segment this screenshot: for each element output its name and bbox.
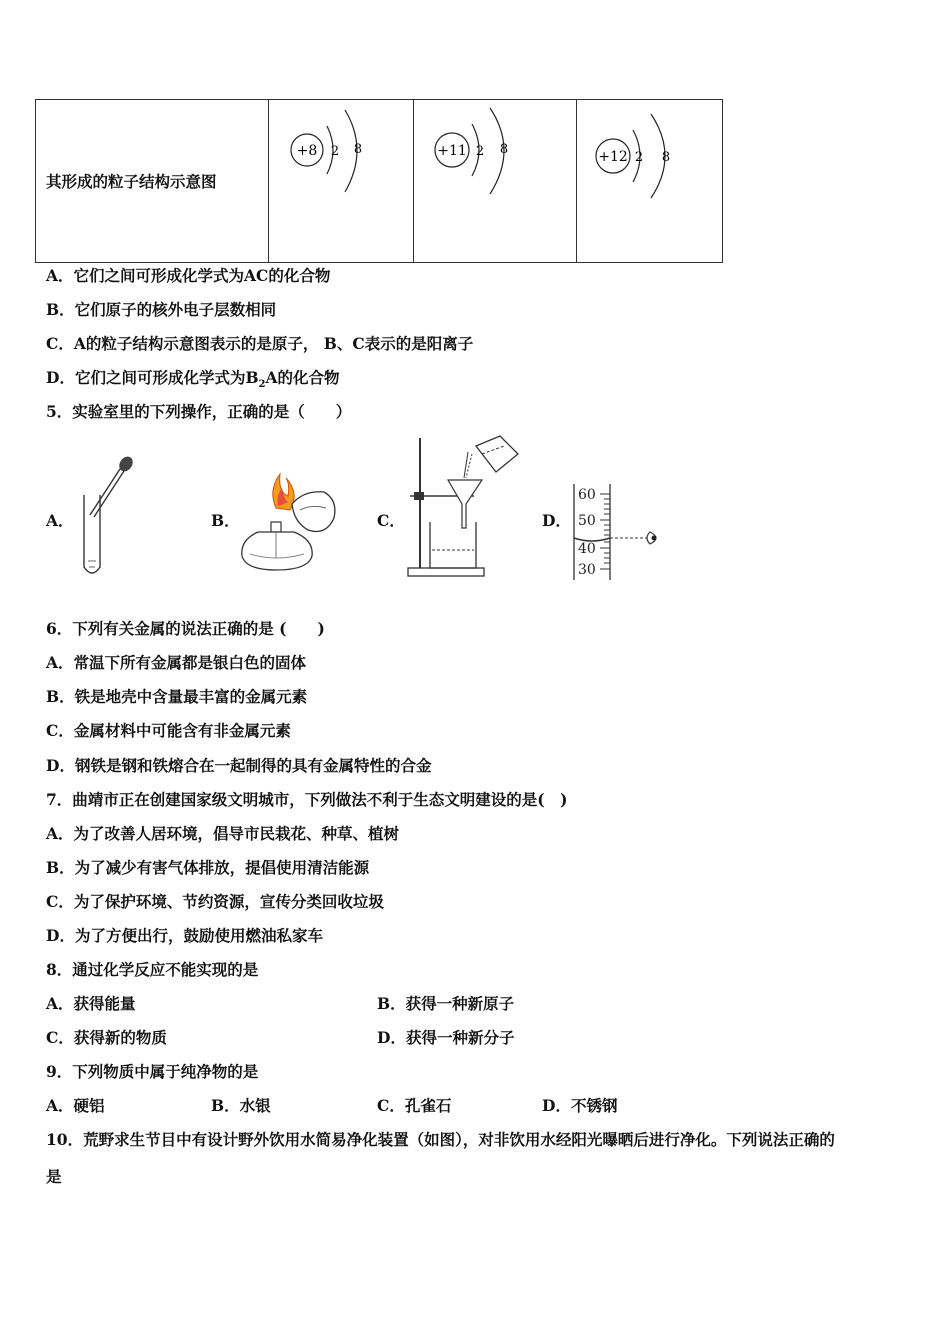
atom-diagram-c — [577, 100, 722, 258]
shell-1-b: 2 — [475, 144, 485, 159]
diagram-cell-c — [577, 100, 723, 263]
shell-1-a: 2 — [330, 144, 340, 159]
q5-label-c: C． — [377, 511, 405, 530]
q6-option-a: A．常温下所有金属都是银白色的固体 — [46, 653, 307, 672]
shell-2-a: 8 — [353, 142, 363, 157]
shell-1-c: 2 — [634, 150, 644, 165]
q4-d-suffix: A的化合物 — [265, 368, 340, 387]
q9-option-c: C．孔雀石 — [377, 1096, 452, 1115]
q6-option-d: D．钢铁是钢和铁熔合在一起制得的具有金属特性的合金 — [46, 756, 432, 775]
alcohol-lamp-illustration — [238, 470, 343, 580]
q8-option-b: B．获得一种新原子 — [377, 994, 515, 1013]
tick-30: 30 — [578, 562, 596, 578]
diagram-cell-b — [414, 100, 577, 263]
q7-option-d: D．为了方便出行，鼓励使用燃油私家车 — [46, 926, 323, 945]
q7-option-b: B．为了减少有害气体排放，提倡使用清洁能源 — [46, 858, 370, 877]
q5-label-d: D． — [542, 511, 571, 530]
q4-option-c: C．A的粒子结构示意图表示的是原子， B、C表示的是阳离子 — [46, 334, 474, 353]
q8-stem: 8．通过化学反应不能实现的是 — [46, 960, 259, 979]
q8-option-a: A．获得能量 — [46, 994, 136, 1013]
atom-diagram-b — [414, 100, 576, 258]
graduated-cylinder-illustration — [566, 480, 671, 585]
q4-option-a: A．它们之间可形成化学式为AC的化合物 — [46, 266, 331, 285]
q10-stem-line1: 10．荒野求生节目中有设计野外饮用水简易净化装置（如图），对非饮用水经阳光曝晒后进行净化。下列说法正确的 — [46, 1130, 835, 1149]
filtration-illustration — [404, 432, 529, 580]
q4-d-prefix: D．它们之间可形成化学式为B — [46, 368, 259, 387]
q5-label-b: B． — [211, 511, 240, 530]
q7-stem: 7．曲靖市正在创建国家级文明城市，下列做法不利于生态文明建设的是( ) — [46, 790, 568, 809]
shell-2-c: 8 — [661, 150, 671, 165]
q10-stem-line2: 是 — [46, 1167, 62, 1186]
q4-option-d — [46, 366, 340, 390]
q4-option-b: B．它们原子的核外电子层数相同 — [46, 300, 277, 319]
atom-diagram-a — [269, 100, 413, 258]
q4-d-sub: 2 — [258, 379, 266, 391]
q8-option-c: C．获得新的物质 — [46, 1028, 167, 1047]
q9-option-d: D．不锈钢 — [542, 1096, 618, 1115]
q7-option-c: C．为了保护环境、节约资源，宣传分类回收垃圾 — [46, 892, 384, 911]
tick-60: 60 — [578, 487, 596, 503]
dropper-test-tube-illustration — [76, 455, 136, 580]
q5-stem: 5．实验室里的下列操作，正确的是（ ） — [46, 402, 352, 421]
structure-table — [35, 99, 723, 263]
row-label: 其形成的粒子结构示意图 — [36, 100, 269, 263]
tick-50: 50 — [578, 513, 596, 529]
tick-40: 40 — [578, 541, 596, 557]
q6-stem: 6．下列有关金属的说法正确的是 ( ) — [46, 619, 325, 638]
shell-2-b: 8 — [499, 142, 509, 157]
q7-option-a: A．为了改善人居环境，倡导市民栽花、种草、植树 — [46, 824, 400, 843]
nucleus-b: +11 — [437, 143, 467, 159]
q6-option-b: B．铁是地壳中含量最丰富的金属元素 — [46, 687, 308, 706]
diagram-cell-a — [269, 100, 414, 263]
q9-option-a: A．硬铝 — [46, 1096, 105, 1115]
q8-option-d: D．获得一种新分子 — [377, 1028, 515, 1047]
nucleus-c: +12 — [598, 149, 628, 165]
q5-label-a: A． — [46, 511, 74, 530]
nucleus-a: +8 — [296, 143, 318, 159]
q9-stem: 9．下列物质中属于纯净物的是 — [46, 1062, 259, 1081]
q6-option-c: C．金属材料中可能含有非金属元素 — [46, 721, 291, 740]
q9-option-b: B．水银 — [211, 1096, 271, 1115]
